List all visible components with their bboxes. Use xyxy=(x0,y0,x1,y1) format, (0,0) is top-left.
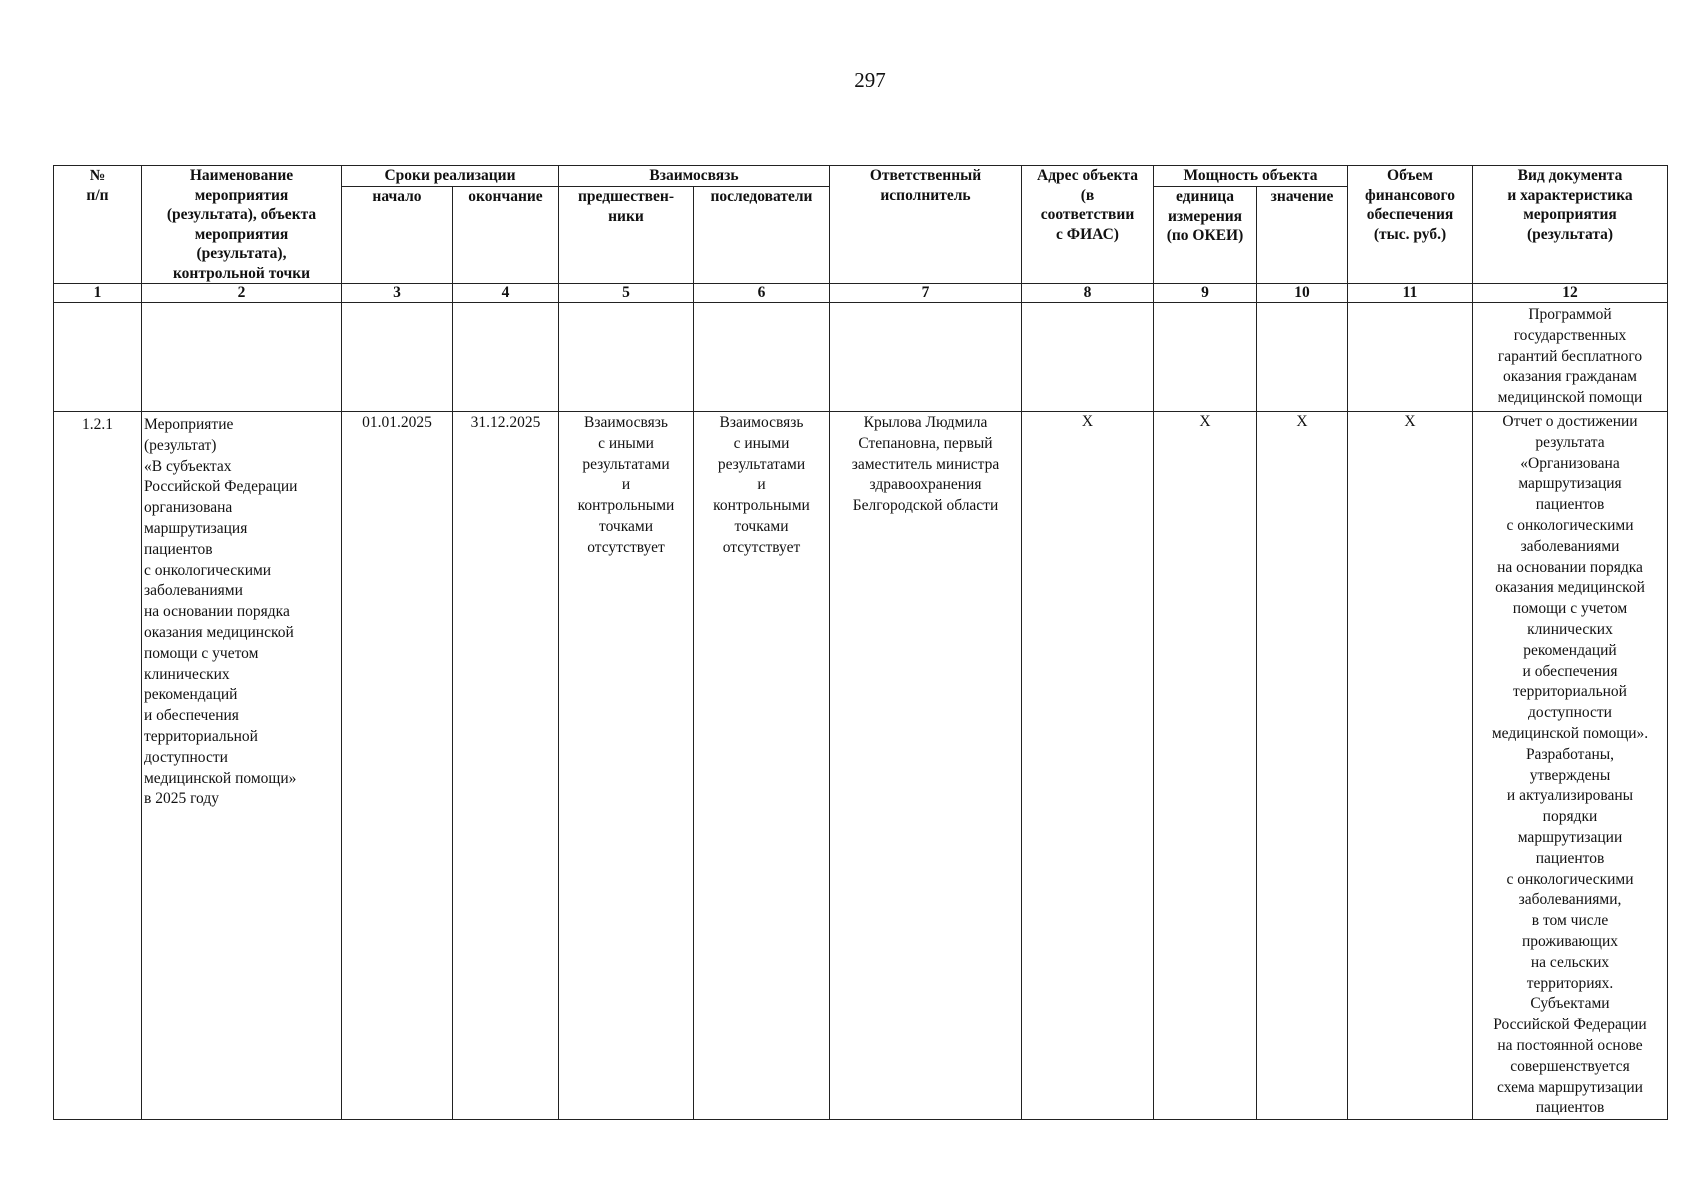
header-name: Наименование мероприятия (результата), объекта мероприятия (результата), контрольной точки xyxy=(142,166,342,284)
cell-number xyxy=(54,303,142,412)
cell-executor xyxy=(830,303,1022,412)
cell-start: 01.01.2025 xyxy=(342,412,453,1120)
header-row-1 xyxy=(54,166,1668,187)
cell-value: X xyxy=(1257,412,1348,1120)
header-start: начало xyxy=(342,187,453,284)
cell-number: 1.2.1 xyxy=(54,412,142,1120)
header-power-group: Мощность объекта xyxy=(1154,166,1348,187)
header-link-group: Взаимосвязь xyxy=(559,166,830,187)
cell-unit: X xyxy=(1154,412,1257,1120)
column-number: 12 xyxy=(1473,284,1668,303)
header-finance: Объем финансового обеспечения (тыс. руб.) xyxy=(1348,166,1473,284)
column-number: 5 xyxy=(559,284,694,303)
table-row xyxy=(54,303,1668,412)
cell-successors xyxy=(694,303,830,412)
column-number: 3 xyxy=(342,284,453,303)
table-row xyxy=(54,412,1668,1120)
header-unit: единица измерения (по ОКЕИ) xyxy=(1154,187,1257,284)
cell-name: Мероприятие (результат) «В субъектах Российской Федерации организована маршрутизация пациентов с онкологическими заболеваниями на основании порядка оказания медицинской помощи с учетом клинических рекомендаций и обеспечения территориальной доступности медицинской помощи» в 2025 году xyxy=(142,412,342,1120)
cell-document: Программой государственных гарантий бесплатного оказания гражданам медицинской помощи xyxy=(1473,303,1668,412)
cell-address xyxy=(1022,303,1154,412)
cell-unit xyxy=(1154,303,1257,412)
cell-name xyxy=(142,303,342,412)
cell-predecessors: Взаимосвязь с иными результатами и контрольными точками отсутствует xyxy=(559,412,694,1120)
events-table xyxy=(53,165,1668,1120)
cell-finance: X xyxy=(1348,412,1473,1120)
cell-successors: Взаимосвязь с иными результатами и контрольными точками отсутствует xyxy=(694,412,830,1120)
column-number: 1 xyxy=(54,284,142,303)
header-number: № п/п xyxy=(54,166,142,284)
cell-start xyxy=(342,303,453,412)
column-number: 2 xyxy=(142,284,342,303)
column-number: 7 xyxy=(830,284,1022,303)
column-number: 8 xyxy=(1022,284,1154,303)
cell-address: X xyxy=(1022,412,1154,1120)
column-number: 6 xyxy=(694,284,830,303)
page-number: 297 xyxy=(854,68,886,92)
column-number: 10 xyxy=(1257,284,1348,303)
header-end: окончание xyxy=(453,187,559,284)
cell-finance xyxy=(1348,303,1473,412)
header-address: Адрес объекта (в соответствии с ФИАС) xyxy=(1022,166,1154,284)
header-terms-group: Сроки реализации xyxy=(342,166,559,187)
column-numbers-row xyxy=(54,284,1668,303)
cell-predecessors xyxy=(559,303,694,412)
header-value: значение xyxy=(1257,187,1348,284)
cell-end xyxy=(453,303,559,412)
cell-end: 31.12.2025 xyxy=(453,412,559,1120)
header-document: Вид документа и характеристика мероприятия (результата) xyxy=(1473,166,1668,284)
cell-value xyxy=(1257,303,1348,412)
header-successors: последователи xyxy=(694,187,830,284)
cell-document: Отчет о достижении результата «Организована маршрутизация пациентов с онкологическими заболеваниями на основании порядка оказания медицинской помощи с учетом клинических рекомендаций и обеспечения территориальной доступности медицинской помощи». Разработаны, утверждены и актуализированы порядки маршрутизации пациентов с онкологическими заболеваниями, в том числе проживающих на сельских территориях. Субъектами Российской Федерации на постоянной основе совершенствуется схема маршрутизации пациентов xyxy=(1473,412,1668,1120)
column-number: 9 xyxy=(1154,284,1257,303)
column-number: 4 xyxy=(453,284,559,303)
header-predecessors: предшествен- ники xyxy=(559,187,694,284)
header-executor: Ответственный исполнитель xyxy=(830,166,1022,284)
column-number: 11 xyxy=(1348,284,1473,303)
cell-executor: Крылова Людмила Степановна, первый заместитель министра здравоохранения Белгородской области xyxy=(830,412,1022,1120)
